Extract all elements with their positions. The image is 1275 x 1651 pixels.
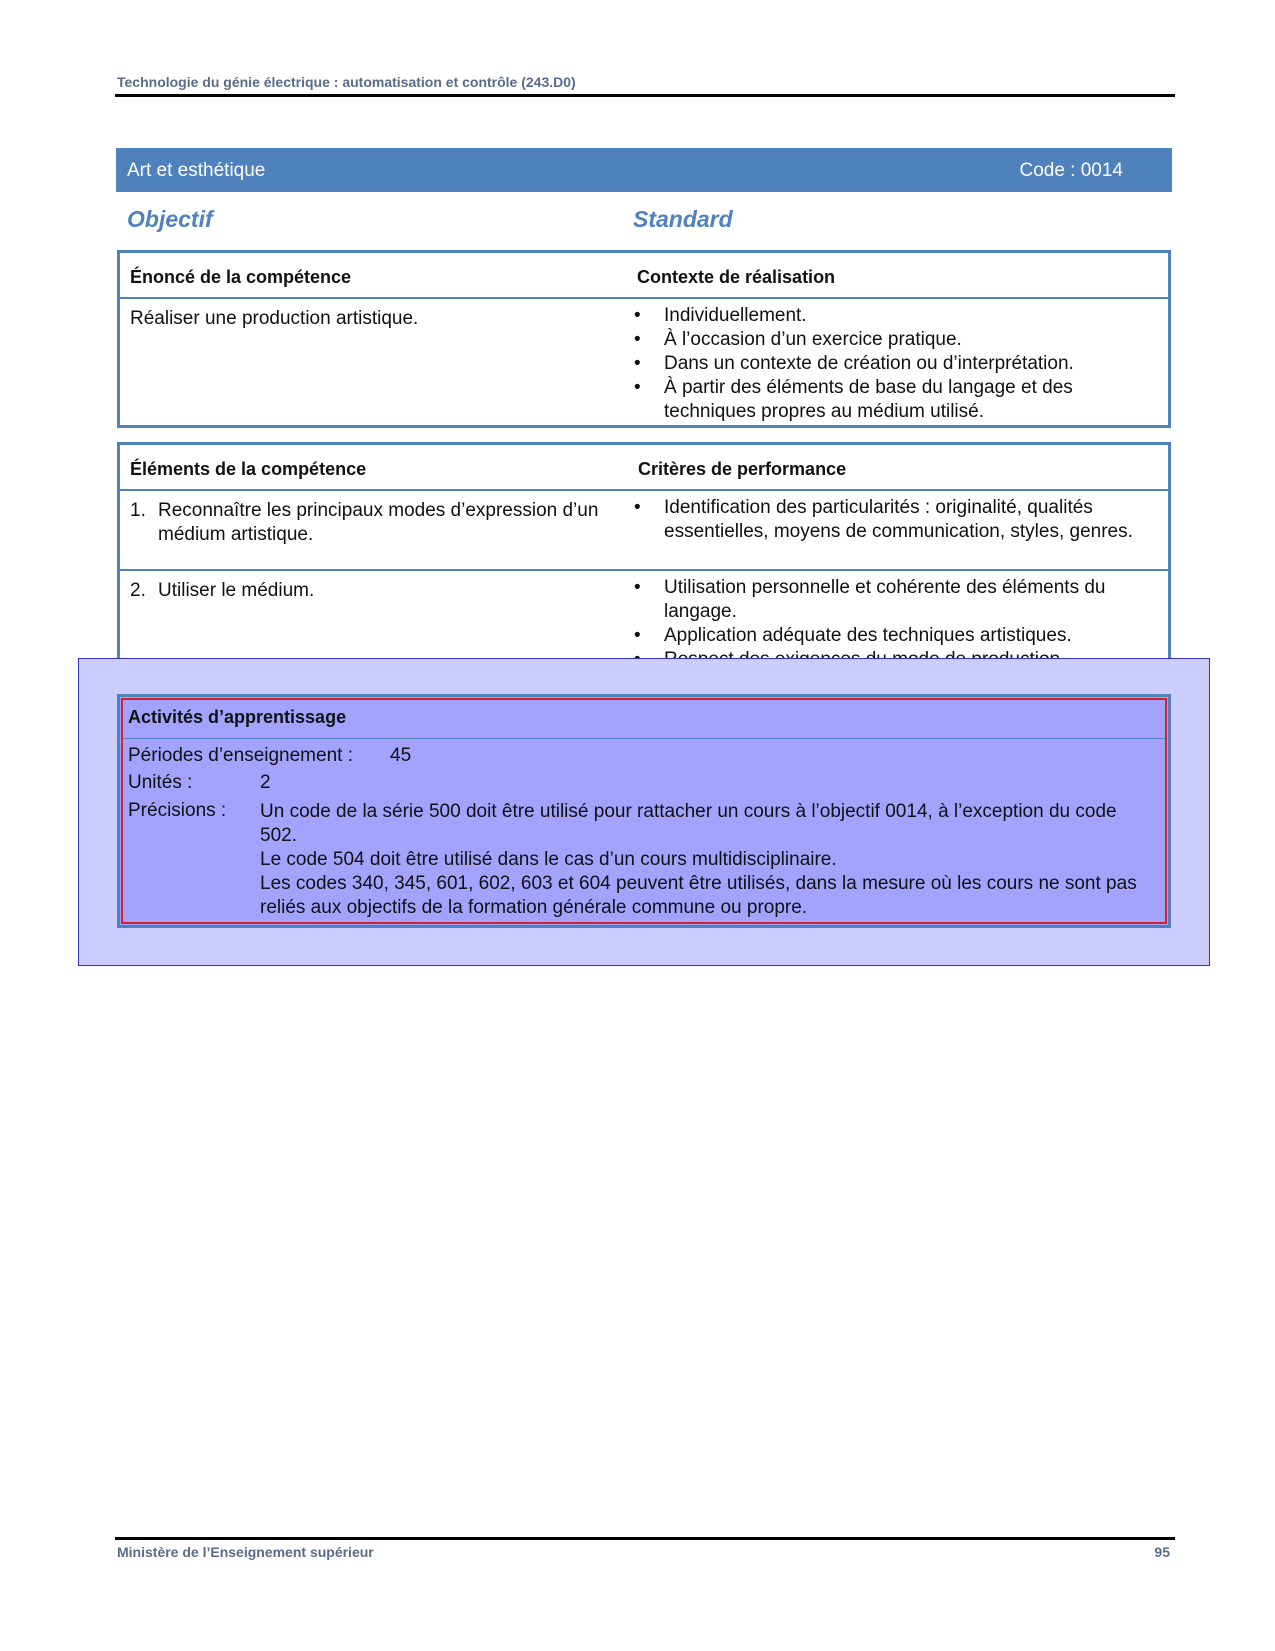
header-rule: [115, 94, 1175, 97]
units-label: Unités :: [128, 772, 193, 793]
bullet-icon: •: [634, 497, 641, 518]
activities-divider: [123, 738, 1165, 739]
page-number: 95: [1154, 1544, 1170, 1560]
course-title-bar: [116, 148, 1172, 192]
units-value: 2: [260, 772, 271, 793]
list-item: • À l’occasion d’un exercice pratique.: [634, 329, 962, 350]
competence-elements-table: [117, 442, 1171, 672]
precision-paragraph: Les codes 340, 345, 601, 602, 603 et 604 peuvent être utilisés, dans la mesure où les cours ne sont pas reliés aux objectifs de la formation générale commune ou propre.: [260, 873, 1137, 918]
periods-value: 45: [390, 745, 412, 766]
competence-statement-table: [117, 250, 1171, 428]
bullet-icon: •: [634, 377, 641, 398]
running-header: Technologie du génie électrique : automatisation et contrôle (243.D0): [117, 74, 576, 90]
list-item: • Dans un contexte de création ou d’interprétation.: [634, 353, 1074, 374]
list-item: • Application adéquate des techniques artistiques.: [634, 625, 1072, 646]
table-row: [120, 569, 1168, 671]
periods-label: Périodes d’enseignement :: [128, 745, 353, 766]
precision-paragraph: Le code 504 doit être utilisé dans le cas d’un cours multidisciplinaire.: [260, 849, 837, 870]
col-header-criteria: Critères de performance: [638, 459, 847, 479]
list-item: • Identification des particularités : originalité, qualités essentielles, moyens de communication, styles, genres.: [634, 497, 1133, 542]
col-header-elements: Éléments de la compétence: [130, 459, 367, 479]
competence-element: 2. Utiliser le médium.: [130, 580, 315, 601]
table-header-row: [120, 445, 1168, 489]
table-header-row: [120, 253, 1168, 297]
precision-paragraph: Un code de la série 500 doit être utilisé pour rattacher un cours à l’objectif 0014, à l’exception du code 502.: [260, 801, 1117, 846]
list-item: • À partir des éléments de base du langage et des techniques propres au médium utilisé.: [634, 377, 1073, 422]
criteria-list: [634, 496, 1154, 544]
footer-rule: [115, 1537, 1175, 1540]
bullet-icon: •: [634, 625, 641, 646]
precisions-label: Précisions :: [128, 800, 227, 821]
bullet-icon: •: [634, 329, 641, 350]
course-name: Art et esthétique: [127, 160, 266, 181]
section-objectif: Objectif: [127, 206, 213, 232]
precisions-text: [260, 800, 1140, 920]
course-code: Code : 0014: [1019, 160, 1123, 181]
competence-statement: Réaliser une production artistique.: [130, 308, 419, 329]
table-row: [120, 297, 1168, 427]
col-header-context: Contexte de réalisation: [637, 267, 836, 287]
footer-ministry: Ministère de l’Enseignement supérieur: [117, 1544, 374, 1560]
list-item: • Individuellement.: [634, 305, 807, 326]
list-item: • Utilisation personnelle et cohérente des éléments du langage.: [634, 577, 1106, 622]
activities-title: Activités d’apprentissage: [128, 707, 347, 727]
competence-element: 1. Reconnaître les principaux modes d’expression d’un médium artistique.: [130, 500, 599, 545]
bullet-icon: •: [634, 577, 641, 598]
context-list: [634, 304, 1154, 424]
table-row: [120, 489, 1168, 569]
col-header-statement: Énoncé de la compétence: [130, 267, 352, 287]
bullet-icon: •: [634, 305, 641, 326]
bullet-icon: •: [634, 353, 641, 374]
section-standard: Standard: [633, 206, 733, 232]
